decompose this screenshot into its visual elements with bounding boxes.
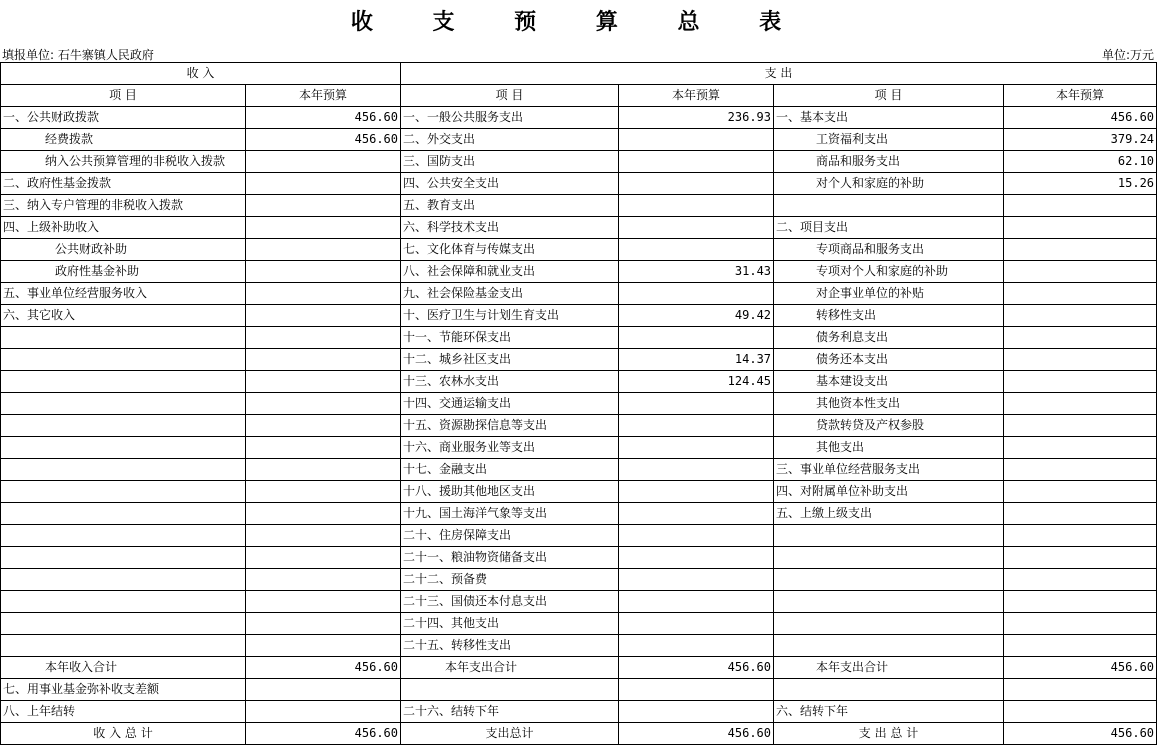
table-row [1, 217, 1157, 239]
expense2-item: 五、上缴上级支出 [774, 503, 1004, 525]
income-value [246, 481, 401, 503]
income-item: 政府性基金补助 [1, 261, 246, 283]
income-value [246, 635, 401, 657]
income-item: 本年收入合计 [1, 657, 246, 679]
expense2-value: 456.60 [1004, 723, 1157, 745]
income-value [246, 173, 401, 195]
expense-item: 二十一、粮油物资储备支出 [401, 547, 619, 569]
expense-budget-header: 本年预算 [619, 85, 774, 107]
income-header: 收 入 [1, 63, 401, 85]
income-value [246, 283, 401, 305]
expense-value [619, 437, 774, 459]
expense-item: 二十、住房保障支出 [401, 525, 619, 547]
expense2-item: 其他支出 [774, 437, 1004, 459]
expense-item: 十一、节能环保支出 [401, 327, 619, 349]
table-row [1, 525, 1157, 547]
income-item: 五、事业单位经营服务收入 [1, 283, 246, 305]
expense2-value [1004, 415, 1157, 437]
page-title: 收 支 预 算 总 表 [350, 10, 808, 35]
expense2-item: 六、结转下年 [774, 701, 1004, 723]
expense2-item: 本年支出合计 [774, 657, 1004, 679]
expense2-value: 15.26 [1004, 173, 1157, 195]
expense-item: 十九、国土海洋气象等支出 [401, 503, 619, 525]
income-value [246, 437, 401, 459]
expense-item: 二、外交支出 [401, 129, 619, 151]
income-item [1, 547, 246, 569]
income-value [246, 371, 401, 393]
expense-value: 236.93 [619, 107, 774, 129]
expense-item-header: 项 目 [401, 85, 619, 107]
expense2-value [1004, 459, 1157, 481]
expense2-value [1004, 547, 1157, 569]
expense-item: 十八、援助其他地区支出 [401, 481, 619, 503]
table-row [1, 635, 1157, 657]
expense-item: 本年支出合计 [401, 657, 619, 679]
income-value [246, 547, 401, 569]
expense-item: 五、教育支出 [401, 195, 619, 217]
currency-unit: 单位:万元 [1101, 48, 1154, 62]
expense-item: 十、医疗卫生与计划生育支出 [401, 305, 619, 327]
income-value [246, 415, 401, 437]
expense-value [619, 173, 774, 195]
expense2-item: 债务利息支出 [774, 327, 1004, 349]
income-item [1, 371, 246, 393]
expense-item: 十四、交通运输支出 [401, 393, 619, 415]
expense2-value [1004, 569, 1157, 591]
expense2-item: 三、事业单位经营服务支出 [774, 459, 1004, 481]
expense-item: 十六、商业服务业等支出 [401, 437, 619, 459]
expense-value [619, 525, 774, 547]
expense-value: 31.43 [619, 261, 774, 283]
expense2-item: 对个人和家庭的补助 [774, 173, 1004, 195]
expense2-value [1004, 393, 1157, 415]
expense2-item [774, 525, 1004, 547]
income-item: 收 入 总 计 [1, 723, 246, 745]
table-row [1, 547, 1157, 569]
income-item-header: 项 目 [1, 85, 246, 107]
income-value [246, 569, 401, 591]
income-item: 一、公共财政拨款 [1, 107, 246, 129]
expense-item: 二十五、转移性支出 [401, 635, 619, 657]
income-item [1, 503, 246, 525]
header-row-1 [1, 63, 1157, 85]
expense2-item: 基本建设支出 [774, 371, 1004, 393]
expense-item [401, 679, 619, 701]
expense2-item-header: 项 目 [774, 85, 1004, 107]
expense-item: 三、国防支出 [401, 151, 619, 173]
expense2-item: 工资福利支出 [774, 129, 1004, 151]
table-row [1, 305, 1157, 327]
expense2-item [774, 547, 1004, 569]
expense2-item: 专项对个人和家庭的补助 [774, 261, 1004, 283]
expense2-value [1004, 349, 1157, 371]
expense2-item: 专项商品和服务支出 [774, 239, 1004, 261]
expense2-value [1004, 613, 1157, 635]
expense2-value: 456.60 [1004, 107, 1157, 129]
table-row [1, 283, 1157, 305]
income-item [1, 525, 246, 547]
income-item: 经费拨款 [1, 129, 246, 151]
expense2-value [1004, 261, 1157, 283]
table-row [1, 173, 1157, 195]
expense-value [619, 635, 774, 657]
income-item [1, 569, 246, 591]
expense2-value [1004, 701, 1157, 723]
income-value [246, 503, 401, 525]
income-item: 四、上级补助收入 [1, 217, 246, 239]
table-row [1, 503, 1157, 525]
income-item [1, 415, 246, 437]
expense-item: 十七、金融支出 [401, 459, 619, 481]
expense2-item: 支 出 总 计 [774, 723, 1004, 745]
expense2-value [1004, 503, 1157, 525]
expense2-item: 四、对附属单位补助支出 [774, 481, 1004, 503]
income-value: 456.60 [246, 129, 401, 151]
expense-item: 六、科学技术支出 [401, 217, 619, 239]
income-item [1, 613, 246, 635]
income-value [246, 349, 401, 371]
table-row [1, 129, 1157, 151]
expense-value: 14.37 [619, 349, 774, 371]
income-value [246, 217, 401, 239]
expense-value [619, 283, 774, 305]
income-item: 六、其它收入 [1, 305, 246, 327]
table-row [1, 393, 1157, 415]
income-budget-header: 本年预算 [246, 85, 401, 107]
expense-value [619, 481, 774, 503]
expense-value [619, 459, 774, 481]
expense-value [619, 239, 774, 261]
income-item [1, 481, 246, 503]
expense2-item: 贷款转贷及产权参股 [774, 415, 1004, 437]
expense2-item: 对企事业单位的补贴 [774, 283, 1004, 305]
expense2-value [1004, 481, 1157, 503]
expense-value [619, 151, 774, 173]
table-row [1, 349, 1157, 371]
table-row [1, 481, 1157, 503]
table-row [1, 327, 1157, 349]
expense2-item: 债务还本支出 [774, 349, 1004, 371]
table-row [1, 151, 1157, 173]
income-item [1, 349, 246, 371]
income-value [246, 239, 401, 261]
expense2-value [1004, 635, 1157, 657]
expense-item: 一、一般公共服务支出 [401, 107, 619, 129]
table-row [1, 679, 1157, 701]
expense2-budget-header: 本年预算 [1004, 85, 1157, 107]
expense-value [619, 217, 774, 239]
income-value [246, 195, 401, 217]
expense-value [619, 415, 774, 437]
expense-item: 二十三、国债还本付息支出 [401, 591, 619, 613]
expense-item: 七、文化体育与传媒支出 [401, 239, 619, 261]
table-row [1, 591, 1157, 613]
expense-item: 十三、农林水支出 [401, 371, 619, 393]
expense2-item [774, 613, 1004, 635]
expense-value [619, 701, 774, 723]
expense2-item: 一、基本支出 [774, 107, 1004, 129]
income-value [246, 327, 401, 349]
budget-table [0, 62, 1157, 745]
income-item: 公共财政补助 [1, 239, 246, 261]
table-row [1, 195, 1157, 217]
income-value [246, 591, 401, 613]
expense2-item [774, 635, 1004, 657]
expense-value: 456.60 [619, 723, 774, 745]
expense-value [619, 129, 774, 151]
expense-value [619, 393, 774, 415]
expense2-value [1004, 283, 1157, 305]
expense2-value [1004, 591, 1157, 613]
income-item: 三、纳入专户管理的非税收入拨款 [1, 195, 246, 217]
income-item [1, 635, 246, 657]
table-row [1, 371, 1157, 393]
reporting-unit: 填报单位: 石牛寨镇人民政府 [2, 48, 154, 62]
expense-value: 49.42 [619, 305, 774, 327]
expense-item: 十五、资源勘探信息等支出 [401, 415, 619, 437]
income-item [1, 327, 246, 349]
expense-value [619, 547, 774, 569]
income-value [246, 679, 401, 701]
expense2-item: 转移性支出 [774, 305, 1004, 327]
table-row [1, 613, 1157, 635]
income-value: 456.60 [246, 723, 401, 745]
expense2-value [1004, 305, 1157, 327]
income-item: 八、上年结转 [1, 701, 246, 723]
income-item [1, 459, 246, 481]
income-value: 456.60 [246, 657, 401, 679]
expense-value [619, 195, 774, 217]
expense2-value [1004, 195, 1157, 217]
table-row [1, 107, 1157, 129]
income-value [246, 459, 401, 481]
expense-value [619, 503, 774, 525]
income-item: 二、政府性基金拨款 [1, 173, 246, 195]
expense-item: 八、社会保障和就业支出 [401, 261, 619, 283]
expense2-item [774, 569, 1004, 591]
expense-header: 支 出 [401, 63, 1157, 85]
income-value [246, 305, 401, 327]
expense-value [619, 327, 774, 349]
table-row [1, 239, 1157, 261]
expense-value [619, 591, 774, 613]
income-item: 纳入公共预算管理的非税收入拨款 [1, 151, 246, 173]
expense2-value: 456.60 [1004, 657, 1157, 679]
expense2-value [1004, 437, 1157, 459]
expense2-value [1004, 217, 1157, 239]
expense2-item [774, 679, 1004, 701]
expense2-item [774, 591, 1004, 613]
expense-value [619, 613, 774, 635]
subtotal-row [1, 657, 1157, 679]
expense2-item [774, 195, 1004, 217]
income-value [246, 525, 401, 547]
expense2-value [1004, 371, 1157, 393]
income-item [1, 591, 246, 613]
expense-item: 二十四、其他支出 [401, 613, 619, 635]
expense-item: 二十六、结转下年 [401, 701, 619, 723]
income-value [246, 393, 401, 415]
income-value [246, 701, 401, 723]
table-row [1, 569, 1157, 591]
table-row [1, 415, 1157, 437]
expense2-value [1004, 679, 1157, 701]
expense-value [619, 679, 774, 701]
expense-value: 124.45 [619, 371, 774, 393]
expense-item: 支出总计 [401, 723, 619, 745]
expense2-item: 其他资本性支出 [774, 393, 1004, 415]
expense2-value: 379.24 [1004, 129, 1157, 151]
expense2-value [1004, 239, 1157, 261]
expense-value: 456.60 [619, 657, 774, 679]
expense2-item: 商品和服务支出 [774, 151, 1004, 173]
income-value: 456.60 [246, 107, 401, 129]
table-row [1, 459, 1157, 481]
expense2-value: 62.10 [1004, 151, 1157, 173]
expense2-value [1004, 327, 1157, 349]
expense-value [619, 569, 774, 591]
table-row [1, 437, 1157, 459]
expense-item: 四、公共安全支出 [401, 173, 619, 195]
header-row-2 [1, 85, 1157, 107]
expense-item: 十二、城乡社区支出 [401, 349, 619, 371]
expense2-item: 二、项目支出 [774, 217, 1004, 239]
income-item [1, 437, 246, 459]
table-row [1, 261, 1157, 283]
expense-item: 九、社会保险基金支出 [401, 283, 619, 305]
expense2-value [1004, 525, 1157, 547]
income-value [246, 151, 401, 173]
table-row [1, 701, 1157, 723]
total-row [1, 723, 1157, 745]
income-value [246, 613, 401, 635]
expense-item: 二十二、预备费 [401, 569, 619, 591]
income-value [246, 261, 401, 283]
income-item: 七、用事业基金弥补收支差额 [1, 679, 246, 701]
income-item [1, 393, 246, 415]
